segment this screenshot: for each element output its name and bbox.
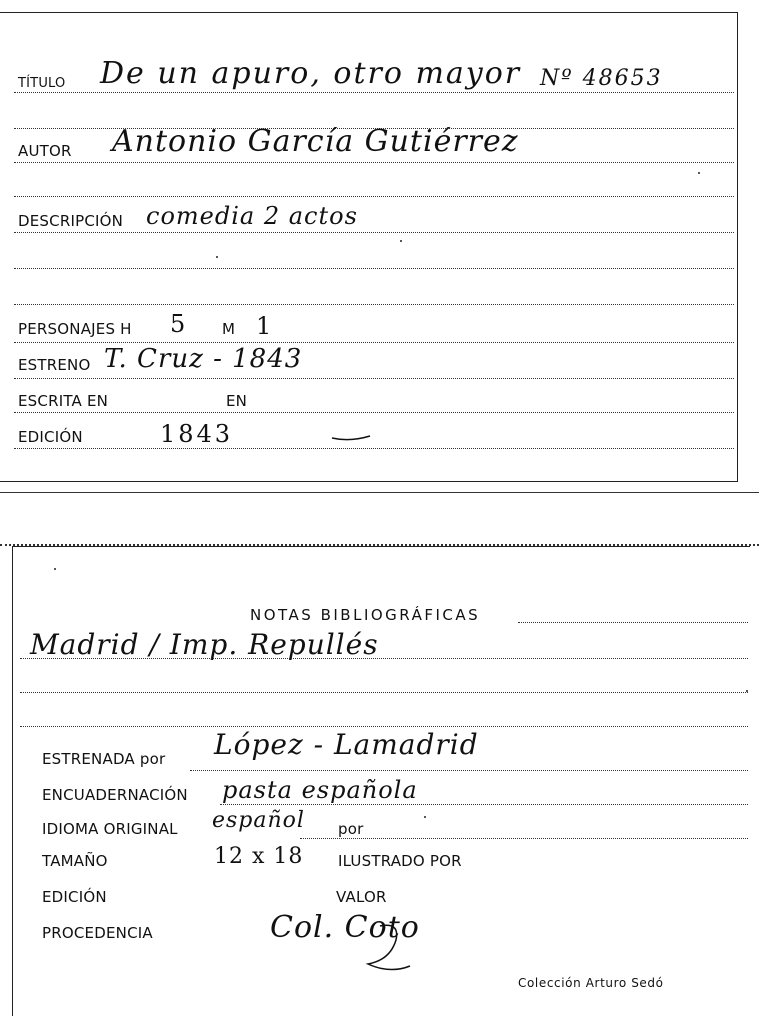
- valor-label: VALOR: [336, 888, 387, 906]
- escrita-en2-label: EN: [226, 392, 248, 410]
- rule-descripcion: [14, 196, 734, 197]
- idioma-value: español: [212, 808, 305, 833]
- personajes-h-value: 5: [170, 310, 187, 338]
- rule-blank-2: [14, 304, 734, 305]
- rule-descripcion-line: [14, 232, 734, 233]
- autor-value: Antonio García Gutiérrez: [112, 124, 519, 159]
- numero-registro: Nº 48653: [540, 66, 663, 91]
- descripcion-value: comedia 2 actos: [146, 202, 358, 230]
- rule-notas-1: [20, 658, 748, 659]
- titulo-value: De un apuro, otro mayor: [100, 56, 522, 91]
- rule-blank-1: [14, 268, 734, 269]
- autor-label: AUTOR: [18, 142, 72, 160]
- rule-estreno: [14, 378, 734, 379]
- rule-notas-3: [20, 726, 748, 727]
- rule-escrita: [14, 412, 734, 413]
- estrenada-value: López - Lamadrid: [214, 728, 479, 761]
- personajes-m-value: 1: [256, 312, 273, 340]
- scan-speck: [54, 568, 56, 570]
- edicion-label: EDICIÓN: [18, 428, 83, 446]
- idioma-por-label: por: [338, 820, 364, 838]
- edicion-value: 1843: [160, 420, 234, 448]
- procedencia-label: PROCEDENCIA: [42, 924, 153, 942]
- rule-edicion: [14, 448, 734, 449]
- rule-notas-2: [20, 692, 748, 693]
- escrita-en-label: ESCRITA EN: [18, 392, 109, 410]
- personajes-m-label: M: [222, 320, 236, 338]
- scan-speck: [216, 256, 218, 258]
- pen-stroke: [330, 428, 380, 444]
- estreno-value: T. Cruz - 1843: [104, 344, 303, 374]
- signature-flourish: [360, 920, 420, 976]
- scan-speck: [424, 816, 426, 818]
- ilustrado-label: ILUSTRADO POR: [338, 852, 462, 870]
- rule-autor-line: [14, 162, 734, 163]
- rule-personajes: [14, 342, 734, 343]
- notas-heading: NOTAS BIBLIOGRÁFICAS: [250, 606, 481, 624]
- notas-value: Madrid / Imp. Repullés: [30, 628, 379, 661]
- collection-footer: Colección Arturo Sedó: [518, 976, 664, 990]
- scan-speck: [746, 690, 748, 692]
- estrenada-label: ESTRENADA por: [42, 750, 166, 768]
- rule-titulo: [14, 92, 734, 93]
- personajes-h-label: PERSONAJES H: [18, 320, 132, 338]
- edicion-bottom-label: EDICIÓN: [42, 888, 107, 906]
- estreno-label: ESTRENO: [18, 356, 91, 374]
- card-separator-top: [0, 492, 759, 493]
- rule-idioma: [300, 838, 748, 839]
- encuadernacion-label: ENCUADERNACIÓN: [42, 786, 188, 804]
- rule-notas-heading: [518, 622, 748, 623]
- scan-speck: [400, 240, 402, 242]
- idioma-label: IDIOMA ORIGINAL: [42, 820, 178, 838]
- descripcion-label: DESCRIPCIÓN: [18, 212, 124, 230]
- rule-estrenada: [190, 770, 748, 771]
- rule-encuadernacion: [220, 804, 748, 805]
- procedencia-value: Col. Coto: [270, 910, 420, 945]
- tamano-value: 12 x 18: [214, 844, 304, 869]
- encuadernacion-value: pasta española: [222, 776, 418, 804]
- tamano-label: TAMAÑO: [42, 852, 108, 870]
- titulo-label: TÍTULO: [18, 76, 66, 91]
- scan-speck: [698, 172, 700, 174]
